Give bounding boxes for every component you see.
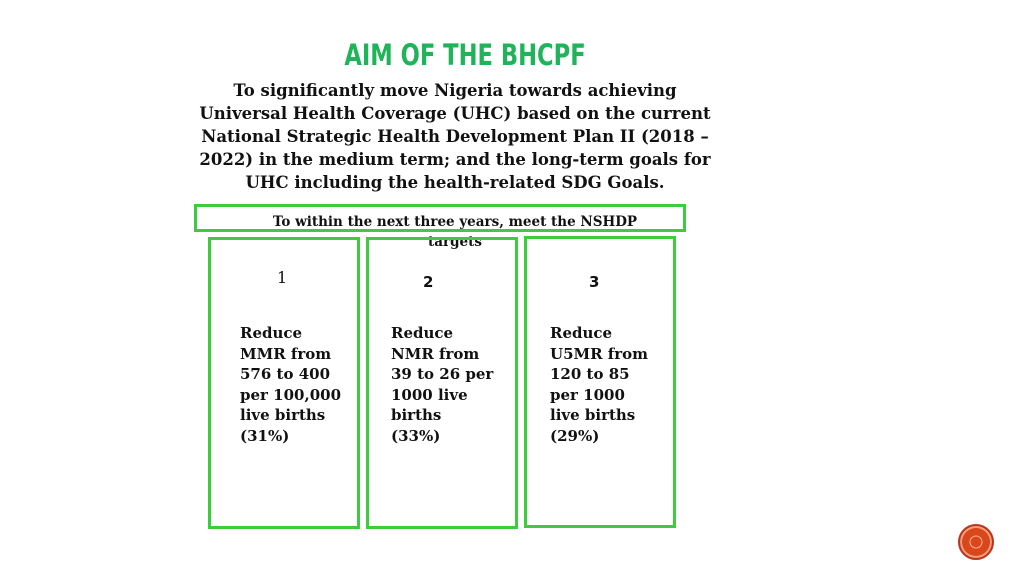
target-number: 2 — [423, 273, 434, 291]
aim-statement — [190, 79, 720, 194]
target-description — [240, 323, 360, 446]
target-line: births — [391, 406, 442, 424]
target-line: NMR from — [391, 344, 480, 363]
aim-line: National Strategic Health Development Plan II (2018 – — [201, 127, 709, 146]
next-slide-button[interactable] — [958, 524, 994, 560]
target-line: 1000 live — [391, 385, 468, 404]
aim-line: 2022) in the medium term; and the long-term goals for — [199, 150, 711, 169]
target-line: (31%) — [240, 426, 290, 445]
target-line: per 100,000 — [240, 385, 342, 404]
target-line: 39 to 26 per — [391, 365, 494, 383]
target-line: Reduce — [391, 324, 454, 342]
target-line: (29%) — [550, 426, 600, 445]
aim-line: To significantly move Nigeria towards achieving — [233, 81, 677, 100]
targets-line: To within the next three years, meet the NSHDP — [272, 214, 638, 230]
target-line: 120 to 85 — [550, 365, 630, 383]
target-number: 3 — [589, 273, 600, 291]
target-number: 1 — [277, 268, 288, 287]
aim-line: Universal Health Coverage (UHC) based on the current — [199, 104, 711, 123]
target-line: live births — [240, 406, 326, 424]
target-description — [550, 323, 670, 446]
target-description — [391, 323, 511, 446]
target-line: 576 to 400 — [240, 365, 330, 383]
next-slide-icon — [968, 534, 984, 550]
target-line: per 1000 — [550, 385, 625, 404]
targets-line: targets — [428, 234, 482, 250]
target-line: (33%) — [391, 426, 441, 445]
aim-line: UHC including the health-related SDG Goals. — [245, 173, 665, 192]
target-line: Reduce — [550, 324, 613, 342]
slide-title: AIM OF THE BHCPF — [344, 38, 586, 72]
target-line: live births — [550, 406, 636, 424]
target-line: U5MR from — [550, 344, 649, 363]
target-line: MMR from — [240, 344, 332, 363]
target-line: Reduce — [240, 324, 303, 342]
